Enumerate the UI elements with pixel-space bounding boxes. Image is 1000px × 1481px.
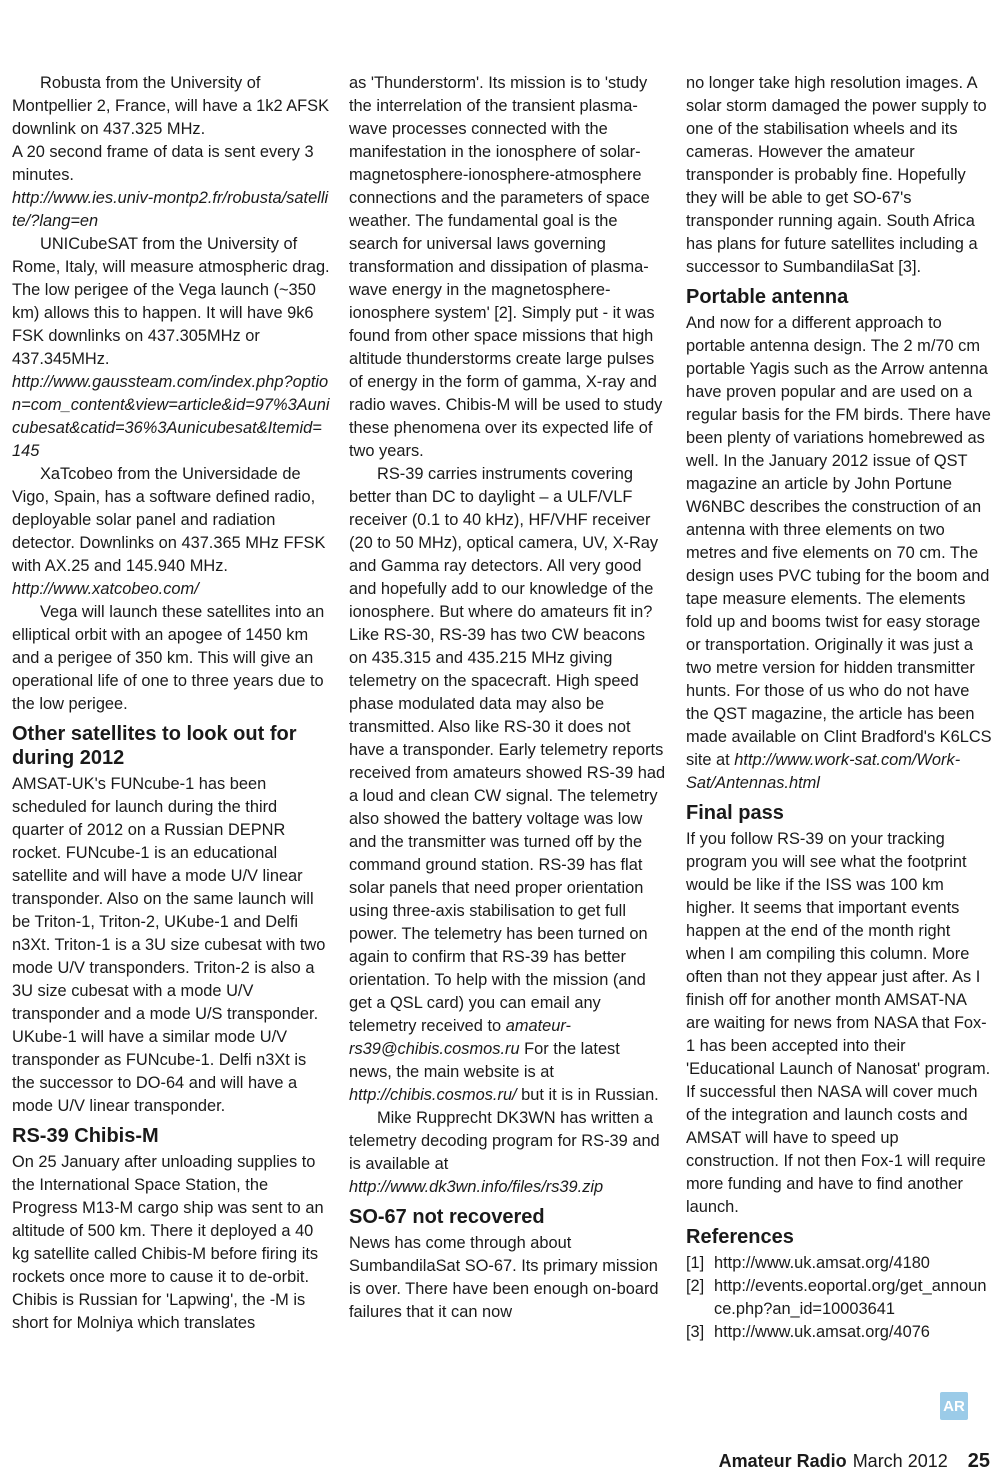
paragraph-funcube: AMSAT-UK's FUNcube-1 has been scheduled for launch during the third quarter of 2012 on a Russian DEPNR rocket. FUNcube-1 is an educational satellite and will have a mode U/V linear transponder. Also on the same launch will be Triton-1, Triton-2, UKube-1 and Delfi n3Xt. Triton-1 is a 3U size cubesat with two mode U/V transponders. Triton-2 is also a 3U size cubesat with a mode U/V transponder and a mode U/S transponder. UKube-1 will have a similar mode U/V transponder as FUNcube-1. Delfi n3Xt is the successor to DO-64 and will have a mode U/V linear transponder.: [12, 775, 326, 1115]
paragraph-thunderstorm: as 'Thunderstorm'. Its mission is to 'study the interrelation of the transient plasma-wave processes connected with the manifestation in the ionosphere of solar-magnetosphere-ionosphere-atmosphere connections and the parameters of space weather. The fundamental goal is the search for universal laws governing transformation and dissipation of plasma-wave energy in the magnetosphere-ionosphere system' [2]. Simply put - it was found from other space missions that high altitude thunderstorms create large pulses of energy in the form of gamma, X-ray and radio waves. Chibis-M will be used to study these phenomena over its expected life of two years.: [349, 74, 663, 460]
paragraph-so67-cont: no longer take high resolution images. A solar storm damaged the power supply to one of the stabilisation wheels and its cameras. However the amateur transponder is probably fine. Hopefully they will be able to get SO-67's transponder running again. South Africa has plans for future satellites including a successor to SumbandilaSat [3].: [686, 74, 987, 276]
link-gaussteam[interactable]: http://www.gaussteam.com/index.php?option=com_content&view=article&id=97%3Aunicubesat&catid=36%3Aunicubesat&Itemid=145: [12, 373, 330, 460]
column-1: [12, 72, 330, 1335]
paragraph-robusta: Robusta from the University of Montpellier 2, France, will have a 1k2 AFSK downlink on 437.325 MHz.: [12, 74, 330, 138]
references-list: [686, 1252, 992, 1344]
reference-url[interactable]: http://www.uk.amsat.org/4076: [714, 1323, 930, 1341]
heading-references: References: [686, 1226, 794, 1248]
ar-logo-icon: AR: [940, 1392, 968, 1420]
reference-item: [686, 1275, 992, 1321]
reference-number: [3]: [686, 1323, 705, 1341]
page-footer: [719, 1450, 990, 1473]
heading-portable-antenna: Portable antenna: [686, 286, 849, 308]
paragraph-final-pass: If you follow RS-39 on your tracking program you will see what the footprint would be like if the ISS was 100 km higher. It seems that important events happen at the end of the month right when I am compiling this column. More often than not they appear just after. As I finish off for another month AMSAT-NA are waiting for news from NASA that Fox-1 has been accepted into their 'Educational Launch of Nanosat' program. If successful then NASA will cover much of the integration and launch costs and AMSAT will have to speed up construction. If not then Fox-1 will require more funding and have to find another launch.: [686, 830, 991, 1216]
paragraph-unicubesat: UNICubeSAT from the University of Rome, Italy, will measure atmospheric drag. The low perigee of the Vega launch (~350 km) allows this to happen. It will have 9k6 FSK downlinks on 437.305MHz or 437.345MHz.: [12, 235, 330, 368]
rs39-text-c: but it is in Russian.: [516, 1086, 659, 1104]
reference-item: [686, 1321, 992, 1344]
heading-other-satellites: Other satellites to look out for during 2012: [12, 723, 297, 769]
paragraph-chibis: On 25 January after unloading supplies to the International Space Station, the Progress M13-M cargo ship was sent to an altitude of 500 km. There it deployed a 40 kg satellite called Chibis-M before firing its rockets once more to cause it to de-orbit. Chibis is Russian for 'Lapwing', the -M is short for Molniya which translates: [12, 1153, 324, 1332]
magazine-name: Amateur Radio: [718, 1451, 847, 1471]
paragraph-dk3wn: [349, 1107, 667, 1199]
heading-so67: SO-67 not recovered: [349, 1206, 545, 1228]
chibis-site-link[interactable]: http://chibis.cosmos.ru/: [349, 1086, 517, 1104]
link-robusta[interactable]: http://www.ies.univ-montp2.fr/robusta/satellite/?lang=en: [12, 189, 329, 230]
reference-number: [1]: [686, 1254, 705, 1272]
antenna-text: And now for a different approach to portable antenna design. The 2 m/70 cm portable Yagis such as the Arrow antenna have proven popular and are used on a regular basis for the FM birds. There have been plenty of variations homebrewed as well. In the January 2012 issue of QST magazine an article by John Portune W6NBC describes the construction of an antenna with three elements on two metres and five elements on 70 cm. The design uses PVC tubing for the boom and tape measure elements. The elements fold up and booms twist for easy storage or transportation. Originally it was just a two metre version for hidden transmitter hunts. For those of us who do not have the QST magazine, the article has been made available on Clint Bradford's K6LCS site at: [686, 314, 992, 769]
email-link[interactable]: amateur-rs39@chibis.cosmos.ru: [349, 1017, 571, 1058]
paragraph-vega: Vega will launch these satellites into an elliptical orbit with an apogee of 1450 km and a perigee of 350 km. This will give an operational life of one to three years due to the low perigee.: [12, 603, 325, 713]
reference-item: [686, 1252, 992, 1275]
page-number: 25: [967, 1450, 990, 1472]
link-xatcobeo[interactable]: http://www.xatcobeo.com/: [12, 580, 199, 598]
paragraph-so67: News has come through about SumbandilaSat SO-67. Its primary mission is over. There have been enough on-board failures that it can now: [349, 1234, 659, 1321]
issue-date: March 2012: [852, 1451, 948, 1471]
reference-url[interactable]: http://events.eoportal.org/get_announce.php?an_id=10003641: [714, 1277, 987, 1318]
paragraph-rs39-instruments: [349, 463, 667, 1107]
paragraph-antenna: [686, 312, 992, 795]
heading-rs39: RS-39 Chibis-M: [12, 1125, 159, 1147]
dk3wn-text: Mike Rupprecht DK3WN has written a telemetry decoding program for RS-39 and is available at: [349, 1109, 660, 1173]
link-dk3wn[interactable]: http://www.dk3wn.info/files/rs39.zip: [349, 1178, 604, 1196]
link-work-sat[interactable]: http://www.work-sat.com/Work-Sat/Antennas.html: [686, 751, 961, 792]
paragraph-frame: A 20 second frame of data is sent every 3 minutes.: [12, 143, 314, 184]
paragraph-xatcobeo: XaTcobeo from the Universidade de Vigo, Spain, has a software defined radio, deployable solar panel and radiation detector. Downlinks on 437.365 MHz FFSK with AX.25 and 145.940 MHz.: [12, 465, 326, 575]
heading-final-pass: Final pass: [686, 802, 784, 824]
rs39-text-b: For the latest news, the main website is at: [349, 1040, 620, 1081]
column-3: [686, 72, 992, 1344]
reference-url[interactable]: http://www.uk.amsat.org/4180: [714, 1254, 930, 1272]
column-2: [349, 72, 667, 1324]
rs39-text: RS-39 carries instruments covering better than DC to daylight – a ULF/VLF receiver (0.1 to 40 kHz), HF/VHF receiver (20 to 50 MHz), optical camera, UV, X-Ray and Gamma ray detectors. All very good and hopefully add to our knowledge of the ionosphere. But where do amateurs fit in? Like RS-30, RS-39 has two CW beacons on 435.315 and 435.215 MHz giving telemetry on the spacecraft. High speed phase modulated data may also be transmitted. Also like RS-30 it does not have a transponder. Early telemetry reports received from amateurs showed RS-39 had a loud and clean CW signal. The telemetry also showed the battery voltage was low and the transmitter was turned off by the command ground station. RS-39 has flat solar panels that need proper orientation using three-axis stabilisation to get full power. The telemetry has been turned on again to confirm that RS-39 has better orientation. To help with the mission (and get a QSL card) you can email any telemetry received to: [349, 465, 666, 1035]
reference-number: [2]: [686, 1277, 705, 1295]
